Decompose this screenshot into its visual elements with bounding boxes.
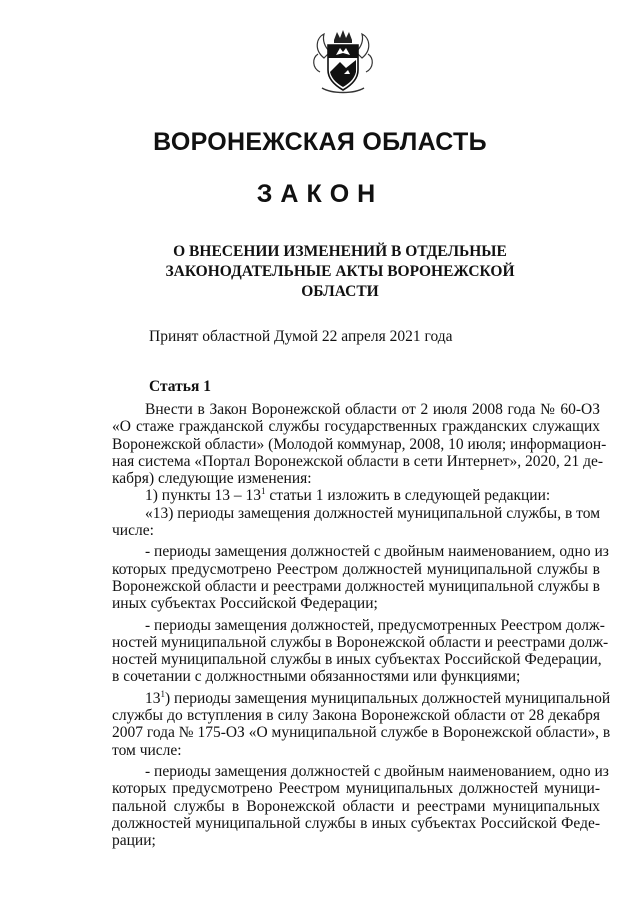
- text-line: рации;: [112, 832, 156, 850]
- title-line: О ВНЕСЕНИИ ИЗМЕНЕНИЙ В ОТДЕЛЬНЫЕ: [173, 243, 507, 260]
- text-line: иных субъектах Российской Федерации;: [112, 595, 378, 613]
- text-line: которых предусмотрено Реестром муниципальных должностей муници-: [112, 780, 600, 798]
- region-heading: ВОРОНЕЖСКАЯ ОБЛАСТЬ: [153, 128, 487, 156]
- adoption-date: Принят областной Думой 22 апреля 2021 года: [149, 328, 453, 345]
- text-line: [112, 688, 611, 707]
- text-line: ностей муниципальной службы в Воронежской области и реестрами долж-: [112, 633, 609, 651]
- article-body: [112, 401, 611, 850]
- text-line: которых предусмотрено Реестром должностей муниципальной службы в: [112, 560, 600, 578]
- article-heading: Статья 1: [149, 378, 211, 395]
- text-line: - периоды замещения должностей с двойным наименованием, одно из: [145, 762, 609, 780]
- text-line: должностей муниципальной службы в иных субъектах Российской Феде-: [112, 814, 600, 832]
- document-title: [150, 242, 530, 302]
- coat-of-arms-emblem: [310, 28, 376, 98]
- superscript: 1: [261, 486, 266, 497]
- text-line: «13) периоды замещения должностей муниципальной службы, в том: [145, 504, 600, 522]
- text-fragment: ) периоды замещения муниципальных должностей муниципальной: [165, 689, 611, 707]
- text-line: [112, 487, 600, 504]
- text-line: - периоды замещения должностей с двойным наименованием, одно из: [145, 543, 609, 561]
- text-line: ностей муниципальной службы в иных субъектах Российской Федерации,: [112, 651, 602, 669]
- title-line: ЗАКОНОДАТЕЛЬНЫЕ АКТЫ ВОРОНЕЖСКОЙ: [165, 263, 515, 280]
- text-line: - периоды замещения должностей, предусмотренных Реестром долж-: [145, 616, 605, 634]
- text-line: Внести в Закон Воронежской области от 2 июля 2008 года № 60-ОЗ: [145, 401, 600, 418]
- text-line: в сочетании с должностными обязанностями или функциями;: [112, 668, 521, 686]
- superscript: 1: [160, 688, 165, 699]
- text-line: 2007 года № 175-ОЗ «О муниципальной службе в Воронежской области», в: [112, 724, 611, 742]
- text-line: «О стаже гражданской службы государственных гражданских служащих: [112, 418, 600, 436]
- text-line: Воронежской области и реестрами должностей муниципальной службы в: [112, 577, 600, 595]
- text-fragment: статьи 1 изложить в следующей редакции:: [265, 487, 551, 505]
- text-fragment: 1) пункты 13 – 13: [145, 487, 262, 505]
- text-line: числе:: [112, 522, 154, 540]
- text-line: пальной службы в Воронежской области и реестрами муниципальных: [112, 797, 600, 815]
- text-fragment: 13: [145, 689, 161, 707]
- text-line: кабря) следующие изменения:: [112, 470, 312, 488]
- title-line: ОБЛАСТИ: [301, 283, 379, 300]
- text-line: службы до вступления в силу Закона Воронежской области от 28 декабря: [112, 707, 600, 725]
- law-heading: ЗАКОН: [256, 180, 384, 208]
- text-line: ная система «Портал Воронежской области в сети Интернет», 2020, 21 де-: [112, 452, 604, 470]
- text-line: том числе:: [112, 741, 182, 759]
- text-line: Воронежской области» (Молодой коммунар, 2008, 10 июля; информацион-: [112, 435, 607, 453]
